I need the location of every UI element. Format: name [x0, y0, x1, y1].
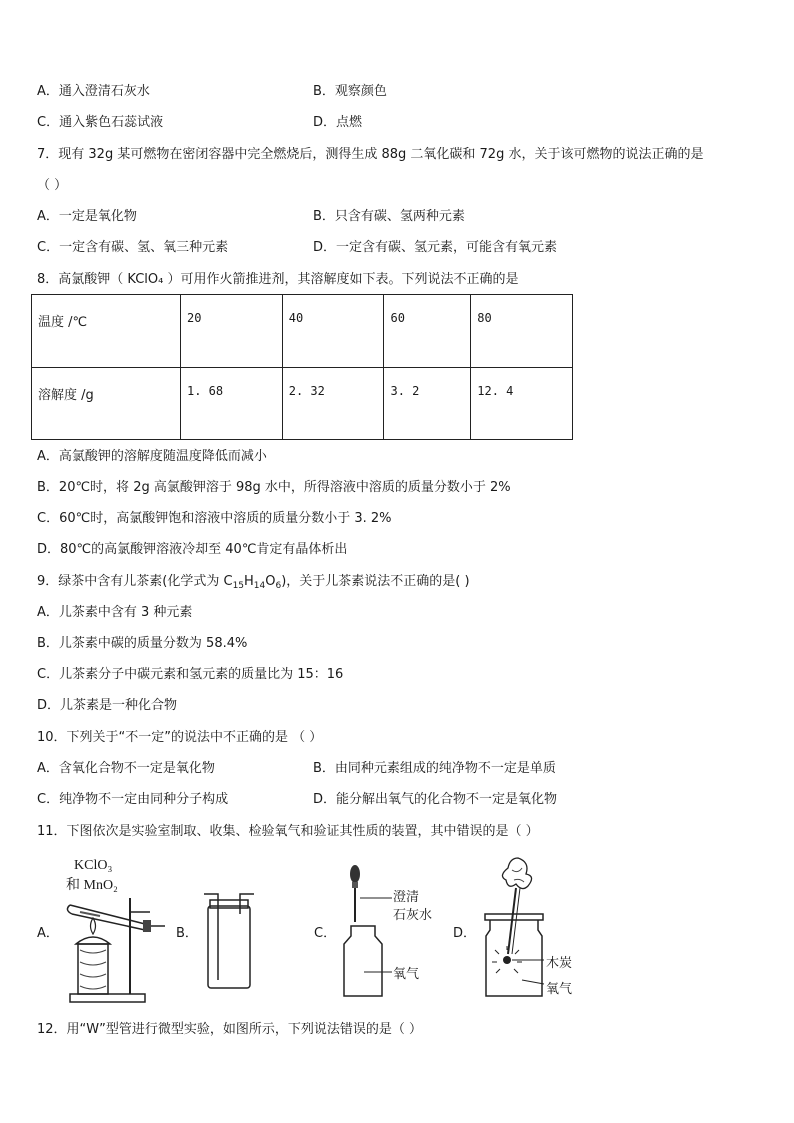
q9-option-a: A．儿茶素中含有 3 种元素: [37, 605, 193, 620]
fig-a-reagent2: 和 MnO₂: [66, 878, 118, 893]
q9-option-b: B．儿茶素中碳的质量分数为 58.4%: [37, 636, 248, 651]
charcoal-combustion-diagram: [478, 854, 548, 1000]
table-row: [32, 295, 573, 368]
q6-option-b: B．观察颜色: [313, 84, 387, 99]
solubility-table: [31, 294, 573, 440]
q7-stem: 7．现有 32g 某可燃物在密闭容器中完全燃烧后，测得生成 88g 二氧化碳和 72g 水，关于该可燃物的说法正确的是: [37, 147, 704, 162]
fig-d-label: D．: [453, 926, 477, 941]
q10-option-d: D．能分解出氧气的化合物不一定是氧化物: [313, 792, 558, 807]
heating-apparatus-diagram: [60, 890, 170, 1005]
q7-option-d: D．一定含有碳、氢元素，可能含有氧元素: [313, 240, 558, 255]
table-cell: 60: [384, 295, 471, 368]
q6-option-d: D．点燃: [313, 115, 363, 130]
table-cell: 2. 32: [282, 367, 384, 440]
table-row: [32, 367, 573, 440]
fig-c-label: C．: [314, 926, 337, 941]
fig-c-text-oxygen: 氧气: [393, 967, 420, 982]
q7-option-c: C．一定含有碳、氢、氧三种元素: [37, 240, 229, 255]
q8-option-b: B．20℃时，将 2g 高氯酸钾溶于 98g 水中，所得溶液中溶质的质量分数小于 2%: [37, 480, 511, 495]
fig-c-text-limewater-2: 石灰水: [393, 908, 433, 923]
q6-option-c: C．通入紫色石蕊试液: [37, 115, 164, 130]
table-cell: 20: [181, 295, 283, 368]
q10-option-b: B．由同种元素组成的纯净物不一定是单质: [313, 761, 556, 776]
q12-stem: 12．用“W”型管进行微型实验，如图所示，下列说法错误的是（ ）: [37, 1022, 422, 1037]
q8-option-d: D．80℃的高氯酸钾溶液冷却至 40℃肯定有晶体析出: [37, 542, 348, 557]
dropper-bottle-diagram: [336, 862, 396, 1000]
q7-option-a: A．一定是氧化物: [37, 209, 137, 224]
q10-stem: 10．下列关于“不一定”的说法中不正确的是 （ ）: [37, 730, 323, 745]
q8-stem: 8．高氯酸钾（ KClO₄ ）可用作火箭推进剂，其溶解度如下表。下列说法不正确的是: [37, 272, 519, 287]
fig-a-label: A．: [37, 926, 59, 941]
q10-option-c: C．纯净物不一定由同种分子构成: [37, 792, 229, 807]
table-cell: 12. 4: [471, 367, 573, 440]
fig-b-label: B．: [176, 926, 198, 941]
table-row-label: 溶解度 /g: [32, 367, 181, 440]
q9-option-d: D．儿茶素是一种化合物: [37, 698, 178, 713]
q10-option-a: A．含氧化合物不一定是氧化物: [37, 761, 215, 776]
fig-d-text-oxygen: 氧气: [546, 982, 573, 997]
q9-option-c: C．儿茶素分子中碳元素和氢元素的质量比为 15：16: [37, 667, 344, 682]
q11-stem: 11．下图依次是实验室制取、收集、检验氧气和验证其性质的装置，其中错误的是（ ）: [37, 824, 539, 839]
table-cell: 3. 2: [384, 367, 471, 440]
table-row-label: 温度 /℃: [32, 295, 181, 368]
fig-a-reagent1: KClO₃: [74, 858, 113, 873]
q8-option-a: A．高氯酸钾的溶解度随温度降低而减小: [37, 449, 267, 464]
q7-option-b: B．只含有碳、氢两种元素: [313, 209, 465, 224]
q6-option-a: A．通入澄清石灰水: [37, 84, 150, 99]
table-cell: 80: [471, 295, 573, 368]
q9-stem: 9．绿茶中含有儿茶素(化学式为 $C_{15}H_{14}O_6$)，关于儿茶素说法不正确的是( ): [37, 574, 470, 591]
gas-collection-bottle-diagram: [196, 884, 266, 994]
q7-answer-paren: （ ）: [37, 178, 68, 193]
fig-c-text-limewater-1: 澄清: [393, 890, 420, 905]
table-cell: 40: [282, 295, 384, 368]
table-cell: 1. 68: [181, 367, 283, 440]
q8-option-c: C．60℃时，高氯酸钾饱和溶液中溶质的质量分数小于 3. 2%: [37, 511, 392, 526]
fig-d-text-charcoal: 木炭: [546, 956, 573, 971]
